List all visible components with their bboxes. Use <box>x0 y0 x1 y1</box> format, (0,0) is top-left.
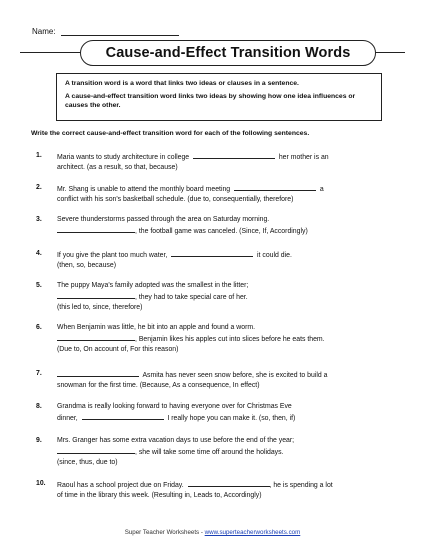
answer-blank[interactable] <box>57 333 135 341</box>
definition-box <box>56 73 382 121</box>
question-text: The puppy Maya's family adopted was the smallest in the litter; <box>57 282 249 289</box>
question-text: Mr. Shang is unable to attend the monthly board meeting <box>57 186 231 193</box>
question-9 <box>36 436 398 468</box>
question-text: architect. (as a result, so that, because) <box>57 164 178 171</box>
footer <box>0 529 425 536</box>
question-text: (Due to, On account of, For this reason) <box>57 346 179 353</box>
question-number: 1. <box>36 152 42 159</box>
question-text: , they had to take special care of her. <box>135 294 248 301</box>
question-text: , he is spending a lot <box>269 482 333 489</box>
question-5 <box>36 281 398 313</box>
definition-cause-effect: A cause-and-effect transition word links two ideas by showing how one idea influences or causes the other. <box>65 93 356 109</box>
question-text: Grandma is really looking forward to having everyone over for Christmas Eve <box>57 403 292 410</box>
answer-blank[interactable] <box>193 151 275 159</box>
answer-blank[interactable] <box>57 446 135 454</box>
name-field-row <box>32 26 179 36</box>
question-number: 5. <box>36 282 42 289</box>
question-3 <box>36 215 398 237</box>
instructions: Write the correct cause-and-effect transition word for each of the following sentences. <box>31 130 310 137</box>
question-6 <box>36 323 398 355</box>
question-text: (since, thus, due to) <box>57 459 118 466</box>
question-text: Asmita has never seen snow before, she is excited to build a <box>142 372 328 379</box>
question-text: , she will take some time off around the holidays. <box>135 449 284 456</box>
name-label: Name: <box>32 27 56 36</box>
answer-blank[interactable] <box>82 412 164 420</box>
answer-blank[interactable] <box>171 249 253 257</box>
question-text: of time in the library this week. (Resulting in, Leads to, Accordingly) <box>57 492 262 499</box>
question-text: Severe thunderstorms passed through the area on Saturday morning. <box>57 216 270 223</box>
question-text: snowman for the first time. (Because, As a consequence, In effect) <box>57 382 260 389</box>
question-number: 4. <box>36 250 42 257</box>
question-7 <box>36 369 398 391</box>
answer-blank[interactable] <box>57 291 135 299</box>
question-text: I really hope you can make it. (so, then, if) <box>167 415 296 422</box>
question-number: 9. <box>36 437 42 444</box>
question-text: a <box>319 186 324 193</box>
question-text: If you give the plant too much water, <box>57 252 168 259</box>
question-10 <box>36 479 398 501</box>
question-text: it could die. <box>257 252 292 259</box>
question-8 <box>36 402 398 424</box>
title-banner <box>20 40 405 66</box>
answer-blank[interactable] <box>188 479 270 487</box>
question-number: 6. <box>36 324 42 331</box>
question-2 <box>36 183 398 205</box>
question-number: 8. <box>36 403 42 410</box>
question-text: her mother is an <box>278 154 329 161</box>
question-number: 10. <box>36 480 46 487</box>
question-4 <box>36 249 398 271</box>
answer-blank[interactable] <box>57 225 135 233</box>
answer-blank[interactable] <box>57 369 139 377</box>
question-text: Mrs. Granger has some extra vacation days to use before the end of the year; <box>57 437 295 444</box>
question-number: 3. <box>36 216 42 223</box>
question-text: , Benjamin likes his apples cut into slices before he eats them. <box>135 336 325 343</box>
name-input-line[interactable] <box>61 26 179 36</box>
question-number: 7. <box>36 370 42 377</box>
question-text: , the football game was canceled. (Since, If, Accordingly) <box>135 228 308 235</box>
question-text: Maria wants to study architecture in college <box>57 154 190 161</box>
question-1 <box>36 151 398 173</box>
question-text: dinner, <box>57 415 78 422</box>
question-number: 2. <box>36 184 42 191</box>
question-text: (then, so, because) <box>57 262 116 269</box>
question-text: (this led to, since, therefore) <box>57 304 143 311</box>
question-text: When Benjamin was little, he bit into an apple and found a worm. <box>57 324 256 331</box>
question-text: Raoul has a school project due on Friday. <box>57 482 184 489</box>
answer-blank[interactable] <box>234 183 316 191</box>
question-text: conflict with his son's basketball schedule. (due to, consequentially, therefore) <box>57 196 294 203</box>
footer-brand: Super Teacher Worksheets - <box>124 529 203 536</box>
definition-transition-word: A transition word is a word that links two ideas or clauses in a sentence. <box>65 80 299 87</box>
footer-link[interactable]: www.superteacherworksheets.com <box>204 529 301 536</box>
page-title: Cause-and-Effect Transition Words <box>80 40 376 66</box>
